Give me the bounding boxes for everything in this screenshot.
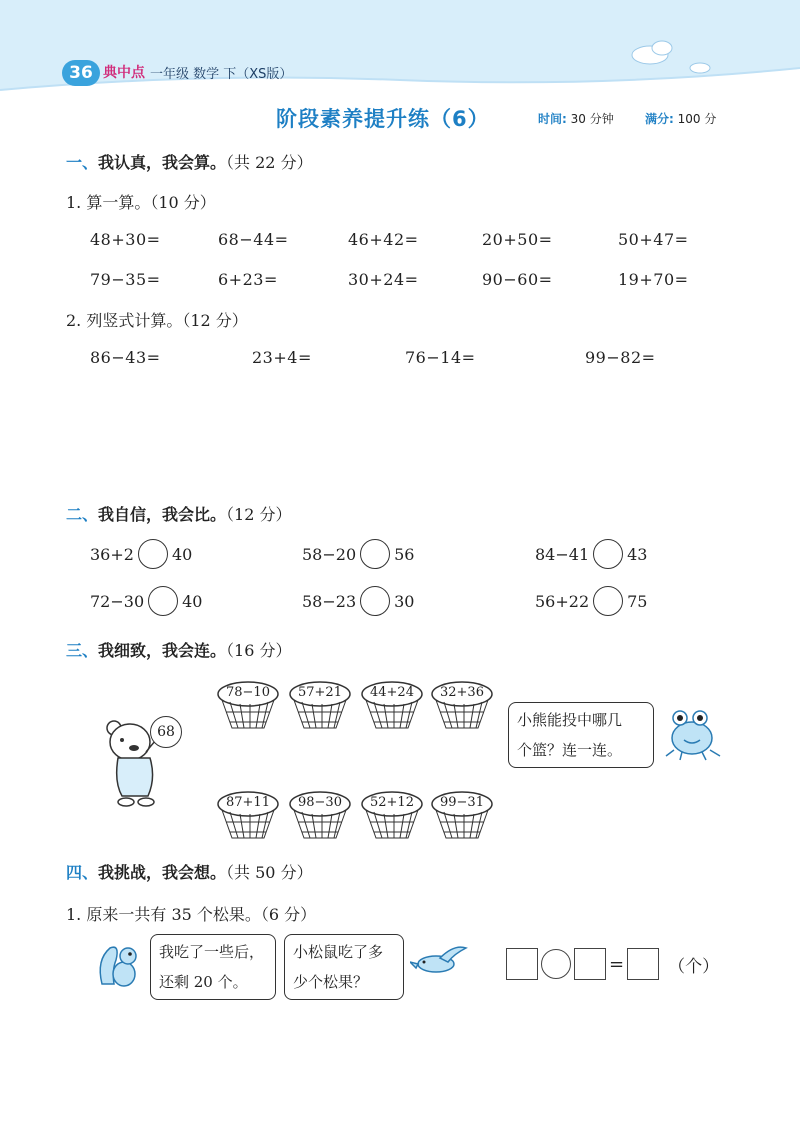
comparison-left: 58−20 bbox=[302, 544, 357, 564]
section-2-heading bbox=[66, 502, 291, 525]
score-value: 100 分 bbox=[677, 112, 717, 126]
section-1-points: （共 22 分） bbox=[226, 153, 313, 172]
frog-icon bbox=[662, 706, 726, 762]
answer-circle[interactable] bbox=[593, 539, 623, 569]
section-4-number: 四、 bbox=[66, 863, 99, 882]
bird-icon bbox=[410, 944, 470, 978]
comparison-left: 56+22 bbox=[535, 591, 590, 611]
comparison-left: 84−41 bbox=[535, 544, 590, 564]
answer-box[interactable] bbox=[574, 948, 606, 980]
expression: 79−35= bbox=[90, 270, 161, 289]
answer-circle[interactable] bbox=[593, 586, 623, 616]
squirrel-icon bbox=[94, 940, 144, 990]
expression: 86−43= bbox=[90, 348, 161, 367]
comparison bbox=[90, 539, 192, 569]
section-4-heading bbox=[66, 860, 313, 883]
section-4-points: （共 50 分） bbox=[226, 863, 313, 882]
bubble-line: 小松鼠吃了多 bbox=[293, 943, 384, 961]
basket-label: 32+36 bbox=[440, 685, 484, 700]
expression: 20+50= bbox=[482, 230, 553, 249]
basket[interactable] bbox=[360, 790, 424, 840]
question-1-label: 1. 原来一共有 35 个松果。（6 分） bbox=[66, 905, 317, 924]
unit-label: （个） bbox=[668, 956, 720, 977]
bubble-line: 少个松果？ bbox=[293, 973, 369, 991]
answer-circle[interactable] bbox=[360, 586, 390, 616]
section-3-heading bbox=[66, 638, 291, 661]
answer-circle[interactable] bbox=[138, 539, 168, 569]
section-2-points: （12 分） bbox=[226, 505, 292, 524]
section-2-title: 我自信，我会比。 bbox=[98, 505, 227, 524]
score-info bbox=[645, 110, 716, 127]
comparison-right: 40 bbox=[182, 591, 203, 611]
expression: 46+42= bbox=[348, 230, 419, 249]
comparison-left: 58−23 bbox=[302, 591, 357, 611]
ball: 68 bbox=[150, 716, 182, 748]
basket[interactable] bbox=[216, 680, 280, 730]
basket-label: 57+21 bbox=[298, 685, 342, 700]
expression: 48+30= bbox=[90, 230, 161, 249]
expression: 30+24= bbox=[348, 270, 419, 289]
comparison-left: 36+2 bbox=[90, 544, 134, 564]
basket-label: 99−31 bbox=[440, 795, 484, 810]
answer-box[interactable] bbox=[627, 948, 659, 980]
expression: 90−60= bbox=[482, 270, 553, 289]
section-3-points: （16 分） bbox=[226, 641, 292, 660]
speech-line: 小熊能投中哪几 bbox=[517, 711, 623, 729]
basket-label: 44+24 bbox=[370, 685, 414, 700]
comparison-right: 56 bbox=[394, 544, 415, 564]
comparison bbox=[535, 539, 647, 569]
comparison bbox=[302, 586, 414, 616]
time-info bbox=[538, 110, 614, 127]
section-3-number: 三、 bbox=[66, 641, 99, 660]
section-1-title: 我认真，我会算。 bbox=[98, 153, 227, 172]
bubble-line: 我吃了一些后， bbox=[159, 943, 265, 961]
basket-label: 52+12 bbox=[370, 795, 414, 810]
section-1-heading bbox=[66, 150, 313, 173]
comparison-right: 40 bbox=[171, 544, 193, 564]
header-band bbox=[0, 0, 800, 100]
section-4-title: 我挑战，我会想。 bbox=[98, 863, 227, 882]
part-2-label: 2. 列竖式计算。（12 分） bbox=[66, 311, 248, 330]
answer-box[interactable] bbox=[506, 948, 538, 980]
speech-bubble bbox=[508, 702, 654, 768]
book-info: 一年级 数学 下（XS版） bbox=[150, 67, 293, 82]
comparison bbox=[535, 586, 647, 616]
expression: 99−82= bbox=[585, 348, 656, 367]
expression: 23+4= bbox=[252, 348, 312, 367]
comparison-right: 30 bbox=[394, 591, 415, 611]
time-value: 30 分钟 bbox=[570, 112, 614, 126]
part-1-label: 1. 算一算。（10 分） bbox=[66, 193, 216, 212]
comparison-right: 75 bbox=[627, 591, 648, 611]
operator-circle[interactable] bbox=[541, 949, 571, 979]
page-title: 阶段素养提升练（6） bbox=[276, 107, 490, 131]
expression: 6+23= bbox=[218, 270, 278, 289]
question-speech-bubble bbox=[284, 934, 404, 1000]
answer-circle[interactable] bbox=[360, 539, 390, 569]
comparison bbox=[90, 586, 202, 616]
basket[interactable] bbox=[216, 790, 280, 840]
bubble-line: 还剩 20 个。 bbox=[159, 973, 248, 991]
equals-sign: = bbox=[609, 953, 625, 975]
answer-equation bbox=[506, 948, 719, 980]
expression: 50+47= bbox=[618, 230, 689, 249]
squirrel-speech-bubble bbox=[150, 934, 276, 1000]
page-number: 36 bbox=[62, 60, 100, 86]
basket[interactable] bbox=[288, 680, 352, 730]
brand-logo: 典中点 bbox=[103, 65, 145, 81]
basket[interactable] bbox=[288, 790, 352, 840]
basket[interactable] bbox=[430, 790, 494, 840]
time-label: 时间: bbox=[538, 112, 567, 126]
basket-label: 98−30 bbox=[298, 795, 342, 810]
comparison bbox=[302, 539, 414, 569]
comparison-right: 43 bbox=[627, 544, 648, 564]
basket-label: 87+11 bbox=[226, 795, 270, 810]
basket[interactable] bbox=[360, 680, 424, 730]
speech-line: 个篮？连一连。 bbox=[517, 741, 623, 759]
basket[interactable] bbox=[430, 680, 494, 730]
section-3-title: 我细致，我会连。 bbox=[98, 641, 227, 660]
section-2-number: 二、 bbox=[66, 505, 99, 524]
answer-circle[interactable] bbox=[148, 586, 178, 616]
basket-label: 78−10 bbox=[226, 685, 270, 700]
expression: 76−14= bbox=[405, 348, 476, 367]
expression: 19+70= bbox=[618, 270, 689, 289]
score-label: 满分: bbox=[645, 112, 674, 126]
comparison-left: 72−30 bbox=[90, 591, 145, 611]
expression: 68−44= bbox=[218, 230, 289, 249]
section-1-number: 一、 bbox=[66, 153, 99, 172]
